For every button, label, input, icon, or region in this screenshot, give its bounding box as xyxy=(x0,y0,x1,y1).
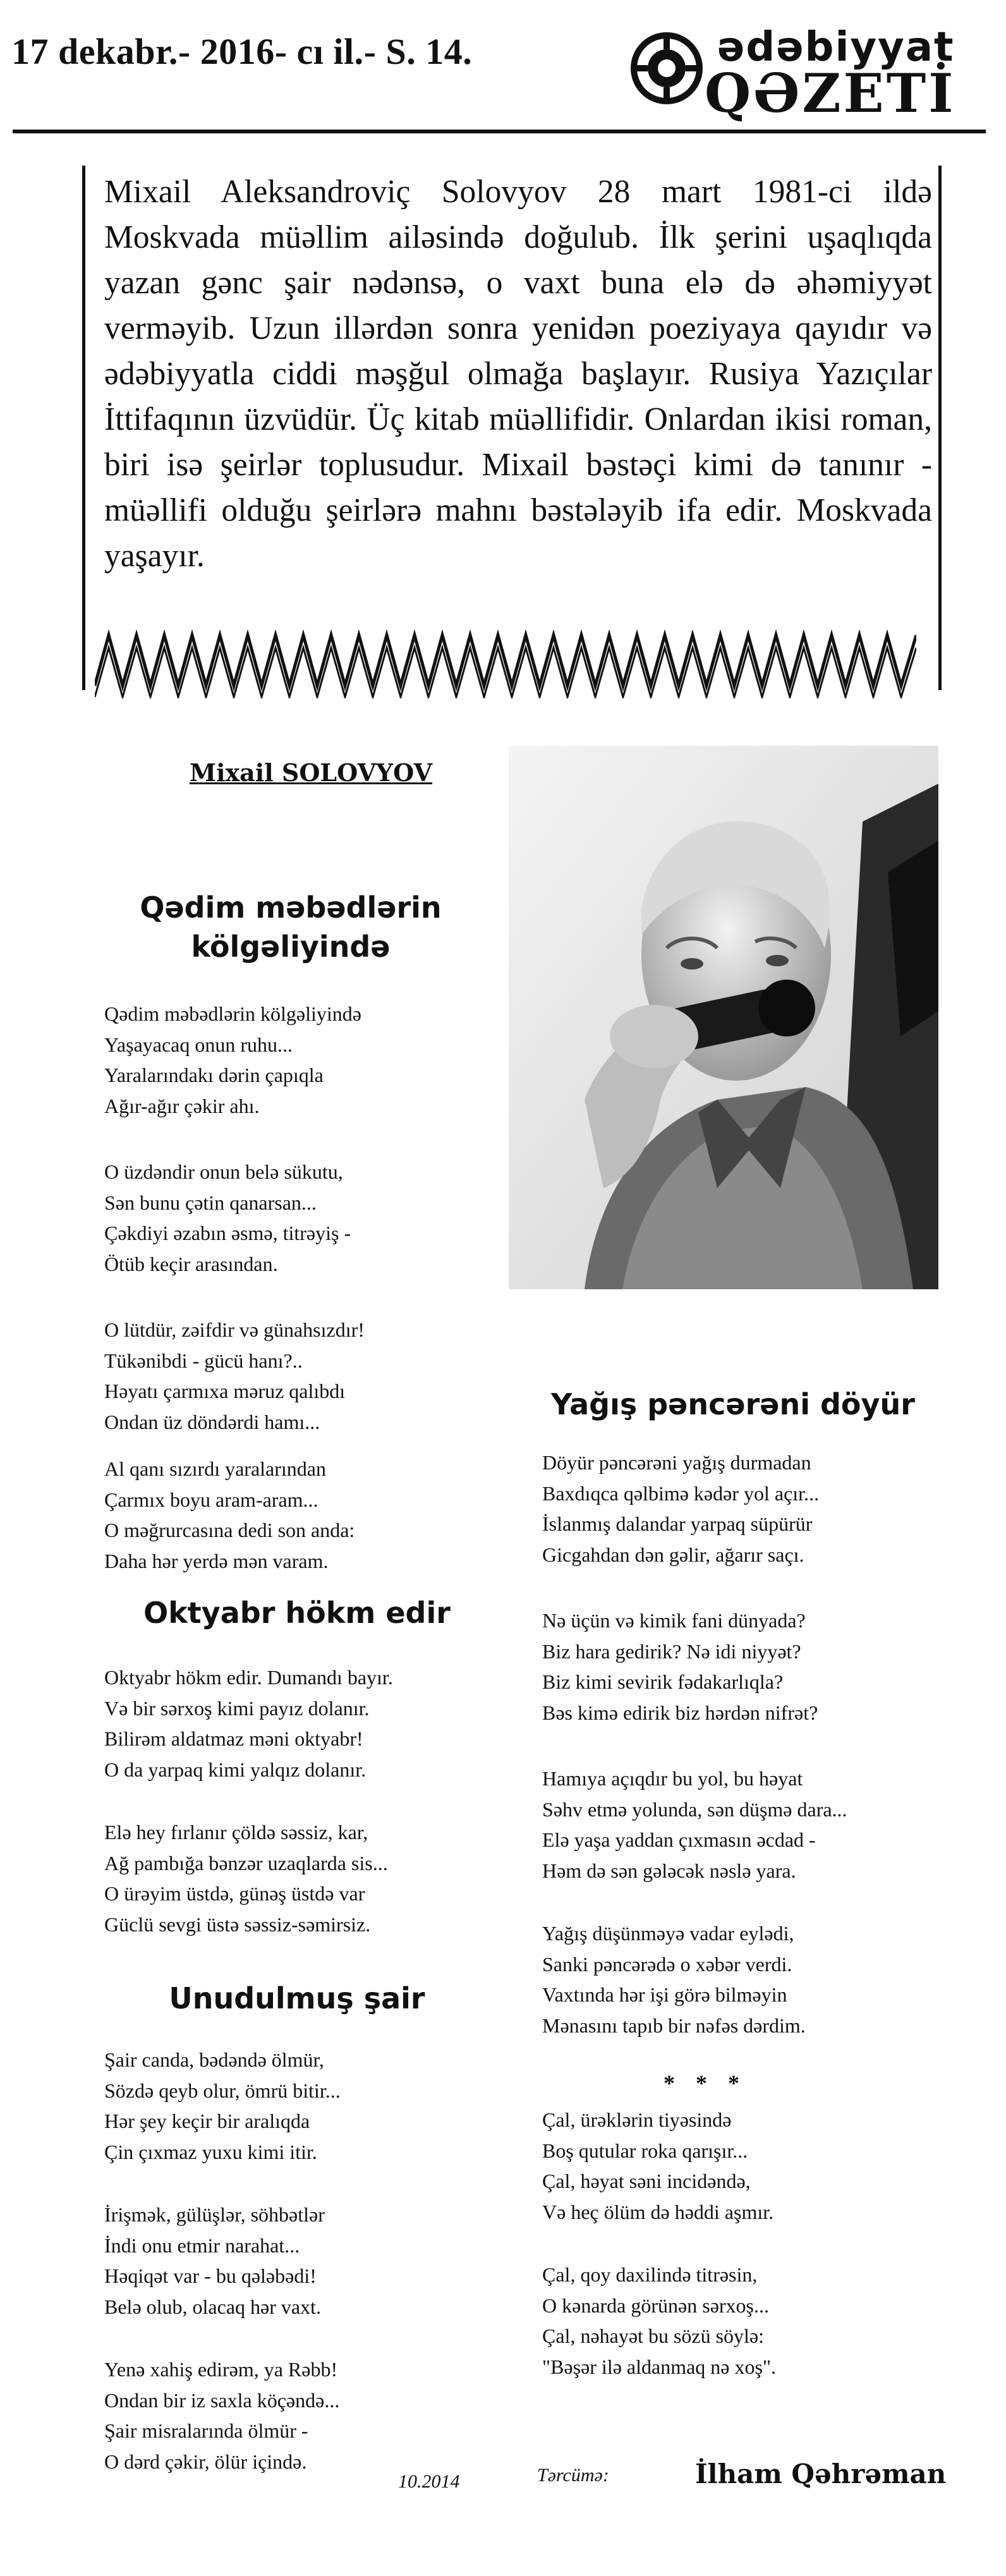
verse-line: Sözdə qeyb olur, ömrü bitir... xyxy=(104,2079,341,2102)
poem-title-line: kölgəliyində xyxy=(191,930,391,964)
verse-line: Çin çıxmaz yuxu kimi itir. xyxy=(104,2140,317,2163)
verse-line: Bilirəm aldatmaz məni oktyabr! xyxy=(104,1727,363,1750)
verse-line: Çal, qoy daxilində titrəsin, xyxy=(542,2263,758,2286)
logo-top-text: ədəbiyyat xyxy=(717,24,955,71)
biography-box xyxy=(82,166,942,690)
verse-line: O da yarpaq kimi yalqız dolanır. xyxy=(104,1758,367,1781)
verse-line: Yağış düşünməyə vadar eylədi, xyxy=(542,1922,794,1945)
logo-bottom-text: QƏZETİ xyxy=(705,62,956,125)
verse-line: Boş qutular roka qarışır... xyxy=(542,2139,748,2162)
issue-date-line: 17 dekabr.- 2016- cı il.- S. 14. xyxy=(11,31,473,72)
verse-line: O ürəyim üstdə, günəş üstdə var xyxy=(104,1882,365,1905)
stanza xyxy=(104,1315,365,1437)
verse-line: Çal, həyat səni incidəndə, xyxy=(542,2170,751,2192)
stanza xyxy=(542,2259,776,2382)
verse-line: Baxdıqca qəlbimə kədər yol açır... xyxy=(542,1481,820,1505)
verse-line: Biz kimi sevirik fədakarlıqla? xyxy=(542,1670,784,1693)
verse-line: Həm də sən gələcək nəslə yara. xyxy=(542,1859,796,1882)
verse-line: Belə olub, olacaq hər vaxt. xyxy=(104,2295,321,2318)
verse-line: O kənarda görünən sərxoş... xyxy=(542,2293,769,2317)
verse-line: Oktyabr hökm edir. Dumandı bayır. xyxy=(104,1666,393,1689)
poem-title xyxy=(114,888,468,966)
stanza xyxy=(104,1817,388,1940)
verse-line: Mənasını tapıb bir nəfəs dərdim. xyxy=(542,2014,806,2037)
verse-line: Hər şey keçir bir aralıqda xyxy=(104,2110,310,2132)
poem-title: Yağış pəncərəni döyür xyxy=(551,1387,915,1421)
stanza xyxy=(104,2199,325,2322)
verse-line: Səhv etmə yolunda, sən düşmə dara... xyxy=(542,1797,847,1821)
verse-line: Biz hara gedirik? Nə idi niyyət? xyxy=(542,1639,801,1663)
verse-line: Elə hey fırlanır çöldə səssiz, kar, xyxy=(104,1821,368,1844)
verse-line: İndi onu etmir narahat... xyxy=(104,2233,300,2257)
poem-title: Unudulmuş şair xyxy=(169,1981,425,2015)
stanza xyxy=(104,2044,341,2167)
verse-line: Çarmıx boyu aram-aram... xyxy=(104,1488,318,1511)
header-rule xyxy=(13,130,986,133)
verse-line: Ötüb keçir arasından. xyxy=(104,1252,278,1275)
emblem-icon xyxy=(629,30,705,106)
verse-line: "Bəşər ilə aldanmaq nə xoş". xyxy=(542,2355,777,2378)
verse-line: Şair canda, bədəndə ölmür, xyxy=(104,2048,324,2071)
author-photo xyxy=(509,746,938,1289)
verse-line: Həyatı çarmıxa məruz qalıbdı xyxy=(104,1380,346,1402)
newspaper-logo xyxy=(622,24,976,125)
verse-line: Çal, nəhayət bu sözü söylə: xyxy=(542,2324,765,2347)
verse-line: Çəkdiyi əzabın əsmə, titrəyiş - xyxy=(104,1222,351,1244)
stanza xyxy=(104,1454,355,1576)
verse-line: Şair misralarında ölmür - xyxy=(104,2419,308,2442)
verse-line: Ağır-ağır çəkir ahı. xyxy=(104,1094,260,1117)
verse-line: Güclü sevgi üstə səssiz-səmirsiz. xyxy=(104,1912,371,1936)
verse-line: O lütdür, zəifdir və günahsızdır! xyxy=(104,1318,365,1341)
verse-line: Hamıya açıqdır bu yol, bu həyat xyxy=(542,1767,803,1790)
stanza xyxy=(104,1662,393,1785)
verse-line: İslanmış dalandar yarpaq süpürür xyxy=(542,1512,813,1535)
verse-line: Və heç ölüm də həddi aşmır. xyxy=(542,2200,774,2223)
verse-line: Vaxtında hər işi görə bilməyin xyxy=(542,1983,787,2006)
stanza xyxy=(104,999,361,1121)
verse-line: Döyür pəncərəni yağış durmadan xyxy=(542,1451,811,1474)
verse-line: O dərd çəkir, ölür içində. xyxy=(104,2450,307,2473)
verse-line: Elə yaşa yaddan çıxmasın əcdad - xyxy=(542,1828,816,1851)
verse-line: Həqiqət var - bu qələbədi! xyxy=(104,2264,317,2287)
poem-title: Oktyabr hökm edir xyxy=(143,1596,451,1630)
verse-line: Tükənibdi - gücü hanı?.. xyxy=(104,1349,303,1372)
biography-text: Mixail Aleksandroviç Solovyov 28 mart 1981-ci ildə Moskvada müəllim ailəsində doğulub. İlk şerini uşaqlıqda yazan gənc şair nədənsə, o vaxt buna elə də əhəmiyyət verməyib. Uzun illərdən sonra yenidən poeziyaya qayıdır və ədəbiyyatla ciddi məşğul olmağa başlayır. Rusiya Yazıçılar İttifaqının üzvüdür. Üç kitab müəllifidir. Onlardan ikisi roman, biri isə şeirlər toplusudur. Mixail bəstəçi kimi də tanınır - müəllifi olduğu şeirlərə mahnı bəstələyib ifa edir. Moskvada yaşayır. xyxy=(104,174,932,574)
verse-line: Gicgahdan dən gəlir, ağarır saçı. xyxy=(542,1543,804,1566)
stanza xyxy=(542,1763,847,1886)
verse-line: Çal, ürəklərin tiyəsində xyxy=(542,2108,732,2131)
verse-line: İrişmək, gülüşlər, söhbətlər xyxy=(104,2203,325,2226)
poem-title-line: Qədim məbədlərin xyxy=(140,890,442,925)
verse-line: Ağ pambığa bənzər uzaqlarda sis... xyxy=(104,1851,388,1874)
verse-line: Al qanı sızırdı yaralarından xyxy=(104,1457,326,1480)
stanza xyxy=(104,2354,339,2477)
verse-line: Ondan üz döndərdi hamı... xyxy=(104,1410,320,1433)
zigzag-border xyxy=(95,623,916,698)
verse-line: Sən bunu çətin qanarsan... xyxy=(104,1191,317,1214)
stanza xyxy=(104,1157,351,1279)
verse-line: Yaşayacaq onun ruhu... xyxy=(104,1033,293,1056)
verse-line: Ondan bir iz saxla köçəndə... xyxy=(104,2388,340,2412)
verse-line: Daha hər yerdə mən varam. xyxy=(104,1549,329,1572)
verse-line: Sanki pəncərədə o xəbər verdi. xyxy=(542,1952,792,1976)
verse-line: Nə üçün və kimik fani dünyada? xyxy=(542,1609,806,1632)
verse-line: O məğrurcasına dedi son anda: xyxy=(104,1519,355,1541)
poem-date: 10.2014 xyxy=(398,2471,460,2492)
verse-line: O üzdəndir onun belə sükutu, xyxy=(104,1160,343,1183)
stanza xyxy=(542,1918,806,2041)
translator-name: İlham Qəhrəman xyxy=(695,2458,947,2489)
verse-line: Və bir sərxoş kimi payız dolanır. xyxy=(104,1696,370,1720)
author-name: Mixail SOLOVYOV xyxy=(190,758,433,787)
verse-line: Bəs kimə edirik biz hərdən nifrət? xyxy=(542,1701,818,1724)
stanza xyxy=(542,1605,818,1728)
stanza xyxy=(542,1447,819,1570)
section-stars: * * * xyxy=(664,2070,747,2096)
verse-line: Yaralarındakı dərin çapıqla xyxy=(104,1064,324,1086)
stanza xyxy=(542,2105,773,2227)
translation-label: Tərcümə: xyxy=(537,2465,609,2486)
verse-line: Qədim məbədlərin kölgəliyində xyxy=(104,1002,361,1025)
verse-line: Yenə xahiş edirəm, ya Rəbb! xyxy=(104,2358,338,2381)
